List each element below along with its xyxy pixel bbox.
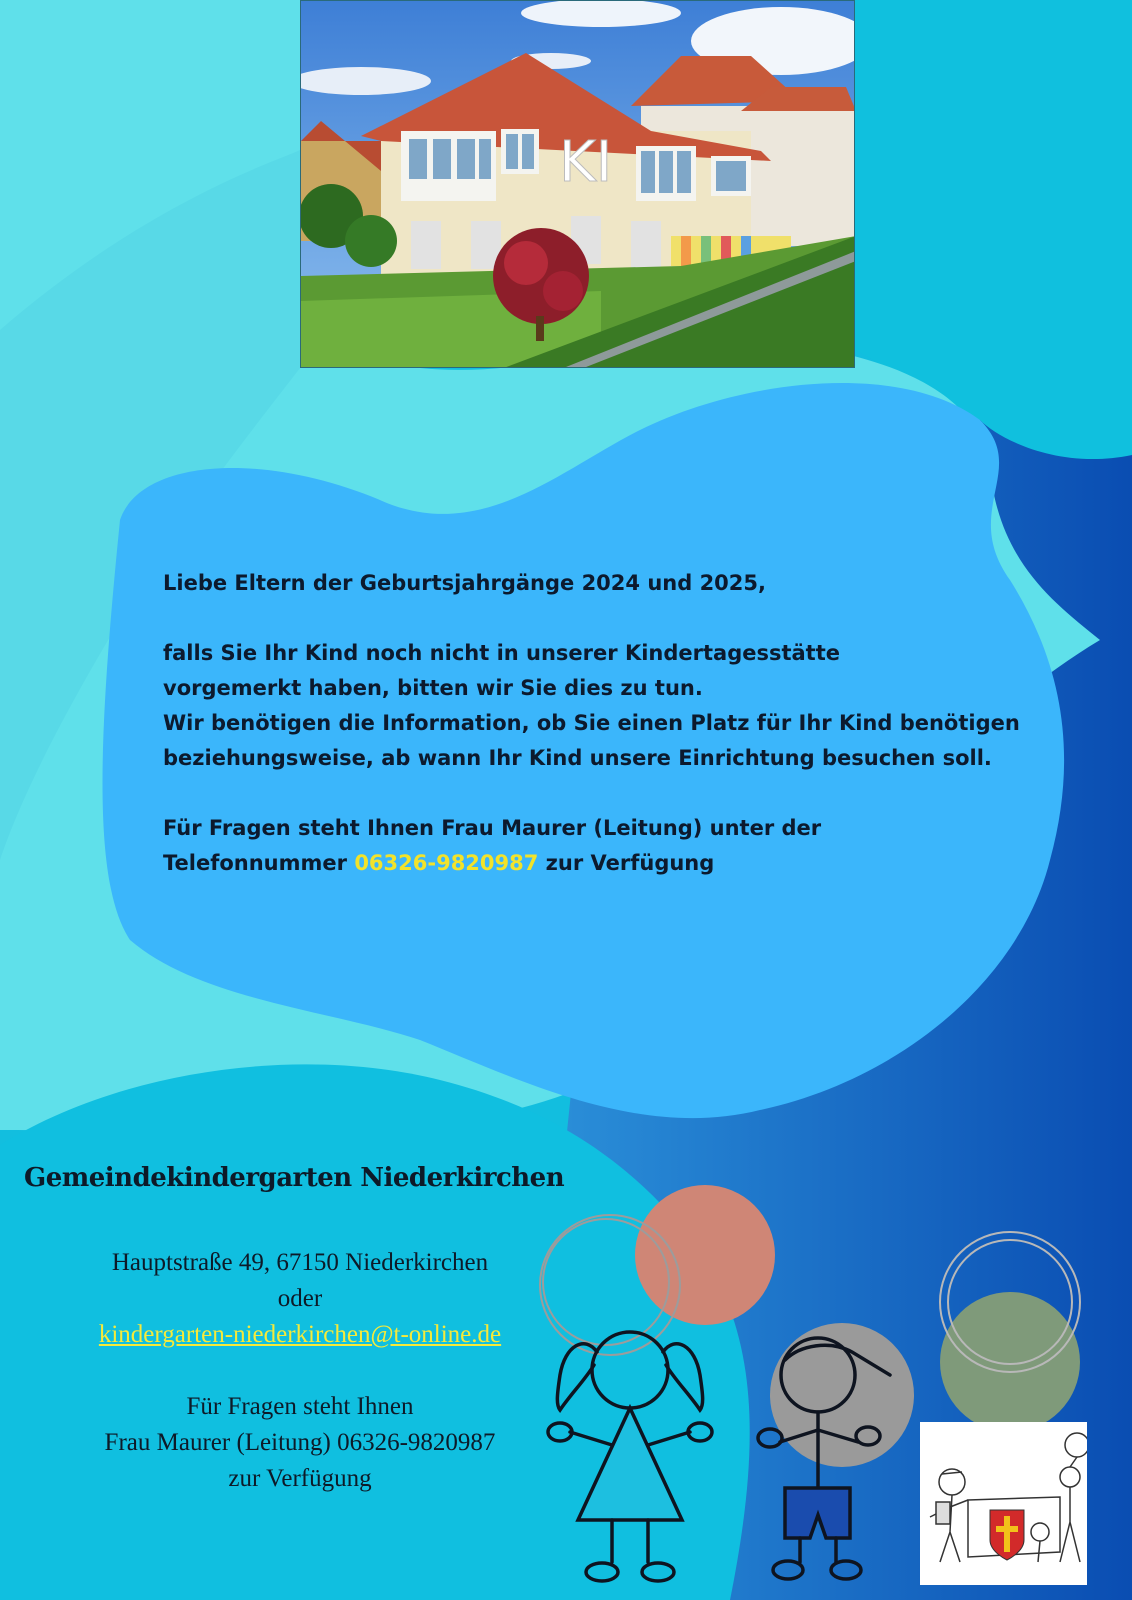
girl-stick-figure-icon [548,1332,712,1581]
green-balloon-icon [940,1292,1080,1432]
kindergarten-email-link[interactable]: kindergarten-niederkirchen@t-online.de [98,1321,502,1348]
notice-body-line4: beziehungsweise, ab wann Ihr Kind unsere Einrichtung besuchen soll. [163,746,992,770]
notice-body-line3: Wir benötigen die Information, ob Sie einen Platz für Ihr Kind benötigen [163,711,1020,735]
kindergarten-contact-line2: Frau Maurer (Leitung) 06326-9820987 [104,1429,496,1456]
kindergarten-name: Gemeindekindergarten Niederkirchen [24,1163,565,1193]
notice-phone-number[interactable]: 06326-9820987 [354,851,539,875]
kindergarten-contact-line1: Für Fragen steht Ihnen [186,1393,414,1420]
notice-body-line2: vorgemerkt haben, bitten wir Sie dies zu tun. [163,676,703,700]
kindergarten-address: Hauptstraße 49, 67150 Niederkirchen [111,1249,489,1276]
notice-contact-line1: Für Fragen steht Ihnen Frau Maurer (Leitung) unter der [163,816,822,840]
kindergarten-logo [920,1422,1087,1585]
notice-contact-suffix: zur Verfügung [538,851,715,875]
notice-greeting: Liebe Eltern der Geburtsjahrgänge 2024 und 2025, [163,571,766,595]
kindergarten-contact-line3: zur Verfügung [228,1465,372,1492]
kindergarten-or: oder [277,1285,323,1312]
svg-text:KI: KI [559,130,613,195]
notice-body-line1: falls Sie Ihr Kind noch nicht in unserer Kindertagesstätte [163,641,841,665]
salmon-balloon-icon [635,1185,775,1325]
notice-contact-prefix: Telefonnummer [163,851,355,875]
